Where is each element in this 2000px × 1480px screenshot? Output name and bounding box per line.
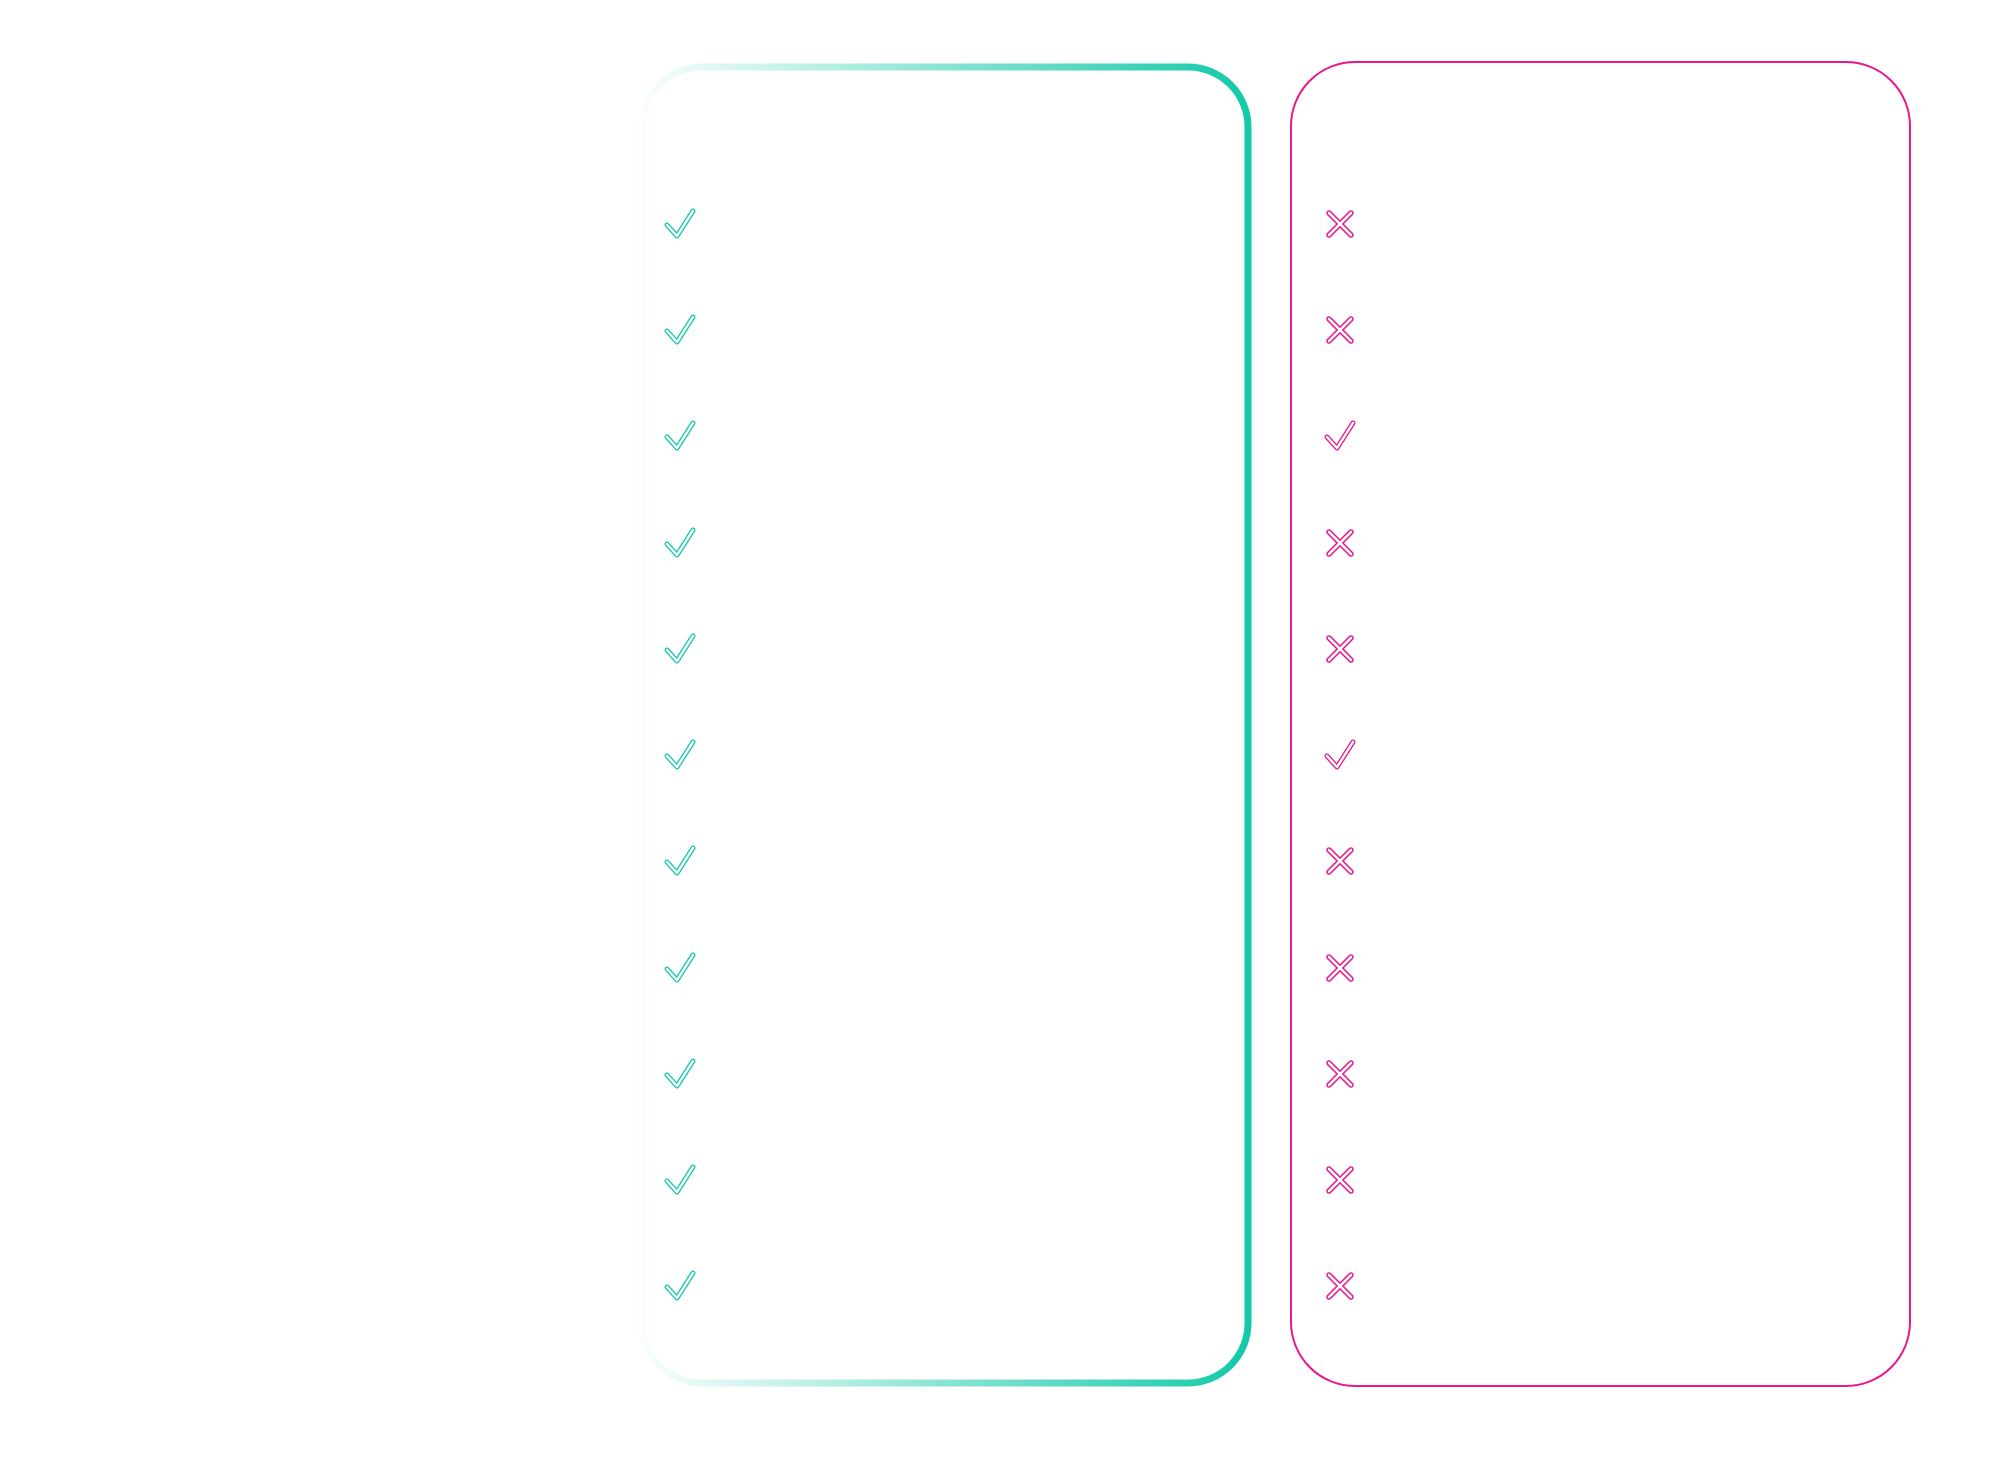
right-row-8-cross-icon bbox=[1329, 957, 1351, 979]
left-marks bbox=[667, 211, 693, 1298]
left-row-10-check-icon bbox=[667, 1167, 693, 1192]
left-panel bbox=[642, 67, 1248, 1383]
left-row-9-check-icon bbox=[667, 1061, 693, 1086]
left-row-11-check-icon bbox=[667, 1273, 693, 1298]
left-row-6-check-icon bbox=[667, 742, 693, 767]
left-row-7-check-icon bbox=[667, 848, 693, 873]
left-row-8-check-icon bbox=[667, 955, 693, 980]
left-row-2-check-icon bbox=[667, 317, 693, 342]
left-panel-border bbox=[642, 67, 1248, 1383]
right-row-2-cross-icon bbox=[1329, 319, 1351, 341]
right-panel-border bbox=[1291, 62, 1910, 1386]
right-row-6-check-icon bbox=[1327, 742, 1353, 767]
left-row-4-check-icon bbox=[667, 530, 693, 555]
right-row-9-cross-icon bbox=[1329, 1063, 1351, 1085]
right-row-11-cross-icon bbox=[1329, 1275, 1351, 1297]
left-row-3-check-icon bbox=[667, 423, 693, 448]
right-row-5-cross-icon bbox=[1329, 638, 1351, 660]
right-row-7-cross-icon bbox=[1329, 850, 1351, 872]
right-row-3-check-icon bbox=[1327, 423, 1353, 448]
left-row-5-check-icon bbox=[667, 636, 693, 661]
right-row-4-cross-icon bbox=[1329, 532, 1351, 554]
right-marks bbox=[1327, 213, 1353, 1297]
right-row-1-cross-icon bbox=[1329, 213, 1351, 235]
left-row-1-check-icon bbox=[667, 211, 693, 236]
right-row-10-cross-icon bbox=[1329, 1169, 1351, 1191]
right-panel bbox=[1291, 62, 1910, 1386]
